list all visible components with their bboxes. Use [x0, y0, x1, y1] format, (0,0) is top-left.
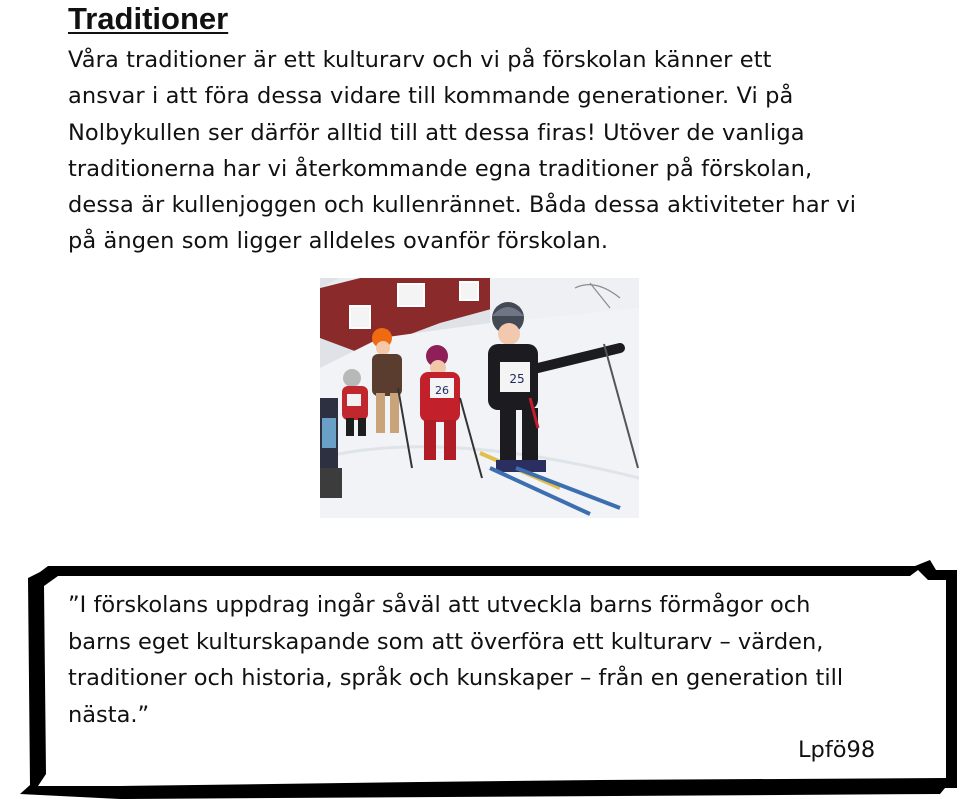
bib-number-25: 25 [509, 372, 525, 386]
quote-source: Lpfö98 [798, 737, 876, 763]
ski-children-photo [320, 278, 639, 518]
bib-number-26: 26 [435, 384, 449, 397]
quote-text: ”I förskolans uppdrag ingår såväl att utveckla barns förmågor och barns eget kulturskapande som att överföra ett kulturarv – värden, traditioner och historia, språk och kunskaper – från en generation till nästa.” [68, 592, 844, 728]
intro-paragraph: Våra traditioner är ett kulturarv och vi på förskolan känner ett ansvar i att föra dessa vidare till kommande generationer. Vi på Nolbykullen ser därför alltid till att dessa firas! Utöver de vanliga traditionerna har vi återkommande egna traditioner på förskolan, dessa är kullenjoggen och kullenrännet. Båda dessa aktiviteter har vi på ängen som ligger alldeles ovanför förskolan. [68, 47, 857, 255]
page-title: Traditioner [68, 1, 229, 36]
